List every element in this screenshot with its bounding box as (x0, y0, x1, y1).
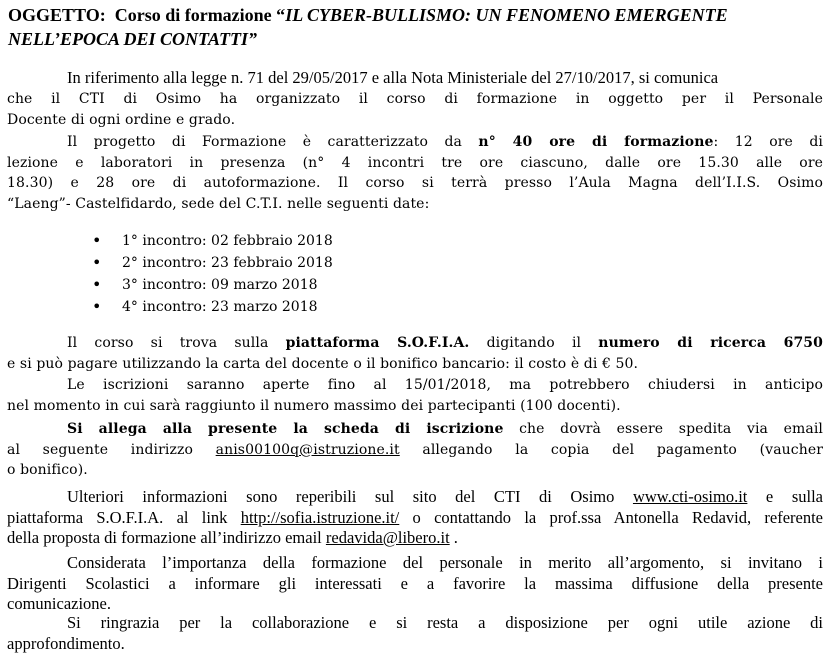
p2-line-2: lezione e laboratori in presenza (n° 4 incontri tre ore ciascuno, dalle ore 15.30 alle ore (7, 154, 823, 171)
subject-line-1 (8, 3, 823, 27)
date-item: • 4° incontro: 23 marzo 2018 (90, 296, 333, 318)
paragraph-invitation (7, 553, 823, 615)
subject-prefix: Corso di formazione “ (114, 5, 286, 25)
paragraph-platform (7, 333, 823, 374)
paragraph-attachment (7, 419, 823, 481)
email-link-redavida[interactable]: redavida@libero.it (325, 528, 450, 547)
p1-line-3: Docente di ogni ordine e grado. (7, 111, 236, 128)
search-number: numero di ricerca 6750 (598, 335, 823, 351)
p2-line-3: 18.30) e 28 ore di autoformazione. Il corso si terrà presso l’Aula Magna dell’I.I.S. Osimo (7, 175, 823, 191)
subject-heading (8, 3, 823, 51)
website-link[interactable]: www.cti-osimo.it (632, 487, 748, 506)
p3-line-1: Il corso si trova sulla piattaforma S.O.F.I.A. digitando il numero di ricerca 6750 (67, 335, 823, 351)
hours-highlight: n° 40 ore di formazione (478, 134, 714, 150)
p8-line-1: Si ringrazia per la collaborazione e si resta a disposizione per ogni utile azione di (67, 613, 823, 632)
p5-line-1: Si allega alla presente la scheda di iscrizione che dovrà essere spedita via email (67, 421, 823, 437)
paragraph-reference (7, 68, 823, 89)
p6-line-3: della proposta di formazione all’indirizzo email redavida@libero.it . (7, 528, 458, 547)
p5-line-2: al seguente indirizzo anis00100q@istruzione.it allegando la copia del pagamento (vaucher (7, 441, 823, 458)
p3-line-2: e si può pagare utilizzando la carta del docente o il bonifico bancario: il costo è di € 50. (7, 355, 639, 372)
subject-title-2: NELL’EPOCA DEI CONTATTI” (8, 29, 258, 49)
paragraph-info (7, 487, 823, 549)
date-item: • 1° incontro: 02 febbraio 2018 (90, 230, 333, 252)
dates-list (90, 230, 333, 318)
subject-label: OGGETTO: (8, 5, 106, 25)
p2-line-4: “Laeng”- Castelfidardo, sede del C.T.I. nelle seguenti date: (7, 195, 430, 212)
paragraph-thanks (7, 613, 823, 654)
p7-line-3: comunicazione. (7, 594, 111, 613)
p6-line-2: piattaforma S.O.F.I.A. al link http://sofia.istruzione.it/ o contattando la prof.ssa Antonella Redavid, referente (7, 507, 823, 527)
p8-line-2: approfondimento. (7, 633, 125, 653)
p1-line-2: che il CTI di Osimo ha organizzato il corso di formazione in oggetto per il Personale (7, 91, 823, 107)
p7-line-1: Considerata l’importanza della formazione del personale in merito all’argomento, si invitano i (67, 553, 823, 572)
p4-line-1: Le iscrizioni saranno aperte fino al 15/01/2018, ma potrebbero chiudersi in anticipo (67, 377, 823, 393)
sofia-link[interactable]: http://sofia.istruzione.it/ (240, 507, 400, 527)
subject-title-1: IL CYBER-BULLISMO: UN FENOMENO EMERGENTE (285, 5, 728, 25)
paragraph-registration (7, 375, 823, 416)
paragraph-project (7, 132, 823, 214)
p2-line-1: Il progetto di Formazione è caratterizzato da n° 40 ore di formazione: 12 ore di (67, 134, 824, 150)
p4-line-2: nel momento in cui sarà raggiunto il numero massimo dei partecipanti (100 docenti). (7, 397, 621, 414)
p5-line-3: o bonifico). (7, 462, 88, 478)
date-item: • 2° incontro: 23 febbraio 2018 (90, 252, 333, 274)
p7-line-2: Dirigenti Scolastici a informare gli interessati e a favorire la massima diffusione della presente (7, 573, 823, 593)
p1-line-1: In riferimento alla legge n. 71 del 29/05/2017 e alla Nota Ministeriale del 27/10/2017, si comunica (67, 68, 719, 87)
email-link-istruzione[interactable]: anis00100q@istruzione.it (215, 441, 400, 458)
date-item: • 3° incontro: 09 marzo 2018 (90, 274, 333, 296)
paragraph-reference-cont (7, 89, 823, 130)
p6-line-1: Ulteriori informazioni sono reperibili sul sito del CTI di Osimo www.cti-osimo.it e sulla (67, 487, 823, 506)
